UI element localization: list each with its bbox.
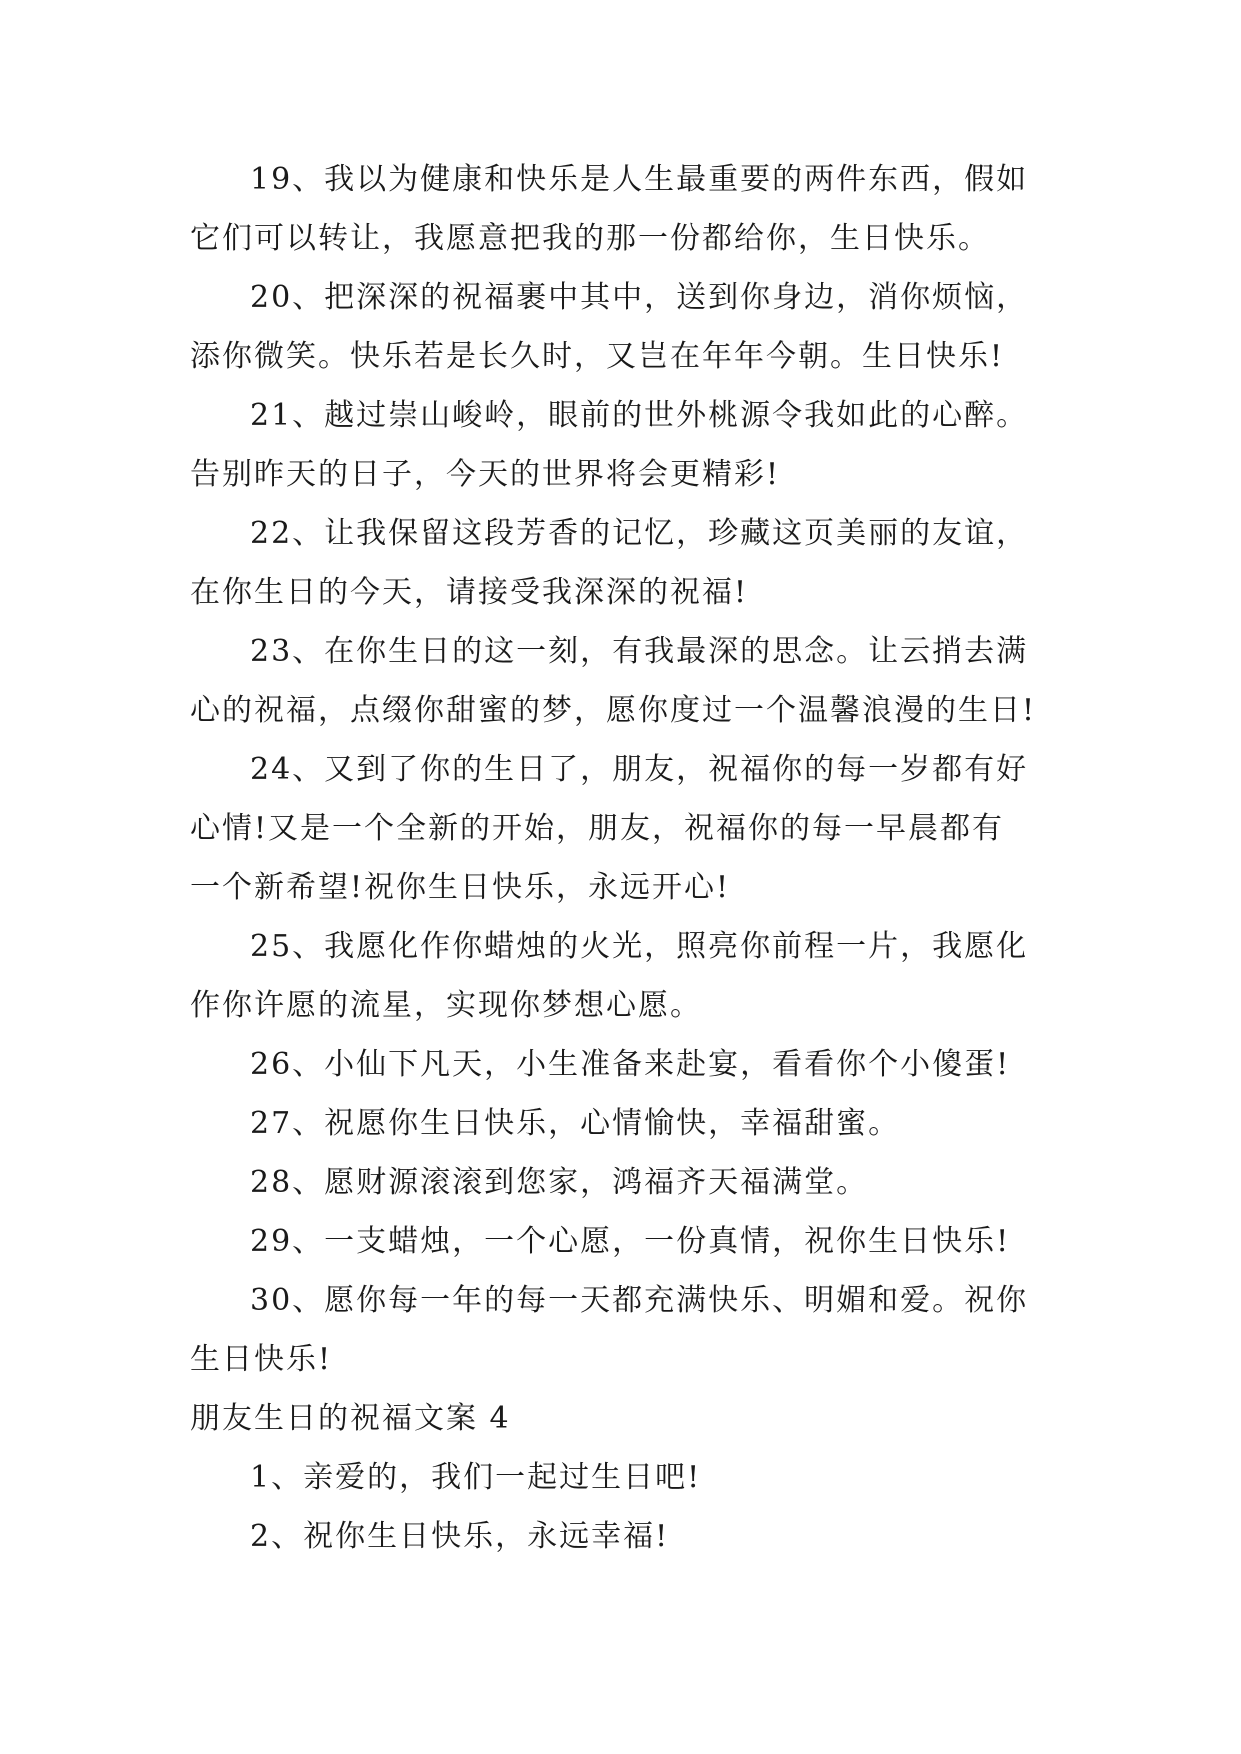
- paragraph-23-line-2: 心的祝福，点缀你甜蜜的梦，愿你度过一个温馨浪漫的生日!: [190, 693, 1037, 728]
- paragraph-23-line-1: 23、在你生日的这一刻，有我最深的思念。让云捎去满: [250, 634, 1029, 669]
- paragraph-26: 26、小仙下凡天，小生准备来赴宴，看看你个小傻蛋!: [250, 1047, 1011, 1082]
- paragraph-19-line-2: 它们可以转让，我愿意把我的那一份都给你，生日快乐。: [190, 221, 990, 256]
- paragraph-24-line-2: 心情!又是一个全新的开始，朋友，祝福你的每一早晨都有: [190, 811, 1005, 846]
- paragraph-19-line-1: 19、我以为健康和快乐是人生最重要的两件东西，假如: [250, 162, 1029, 197]
- paragraph-27: 27、祝愿你生日快乐，心情愉快，幸福甜蜜。: [250, 1106, 901, 1141]
- paragraph-24-line-1: 24、又到了你的生日了，朋友，祝福你的每一岁都有好: [250, 752, 1029, 787]
- section4-item-1: 1、亲爱的，我们一起过生日吧!: [250, 1460, 702, 1495]
- paragraph-21-line-2: 告别昨天的日子，今天的世界将会更精彩!: [190, 457, 781, 492]
- paragraph-25-line-1: 25、我愿化作你蜡烛的火光，照亮你前程一片，我愿化: [250, 929, 1029, 964]
- section4-item-2: 2、祝你生日快乐，永远幸福!: [250, 1519, 670, 1554]
- paragraph-21-line-1: 21、越过崇山峻岭，眼前的世外桃源令我如此的心醉。: [250, 398, 1029, 433]
- section-heading: 朋友生日的祝福文案 4: [190, 1401, 511, 1436]
- paragraph-30-line-1: 30、愿你每一年的每一天都充满快乐、明媚和爱。祝你: [250, 1283, 1029, 1318]
- paragraph-29: 29、一支蜡烛，一个心愿，一份真情，祝你生日快乐!: [250, 1224, 1011, 1259]
- paragraph-25-line-2: 作你许愿的流星，实现你梦想心愿。: [190, 988, 702, 1023]
- paragraph-20-line-2: 添你微笑。快乐若是长久时，又岂在年年今朝。生日快乐!: [190, 339, 1005, 374]
- paragraph-20-line-1: 20、把深深的祝福裹中其中，送到你身边，消你烦恼，: [250, 280, 1029, 315]
- paragraph-30-line-2: 生日快乐!: [190, 1342, 333, 1377]
- paragraph-22-line-1: 22、让我保留这段芳香的记忆，珍藏这页美丽的友谊，: [250, 516, 1029, 551]
- paragraph-28: 28、愿财源滚滚到您家，鸿福齐天福满堂。: [250, 1165, 869, 1200]
- paragraph-22-line-2: 在你生日的今天，请接受我深深的祝福!: [190, 575, 749, 610]
- paragraph-24-line-3: 一个新希望!祝你生日快乐，永远开心!: [190, 870, 731, 905]
